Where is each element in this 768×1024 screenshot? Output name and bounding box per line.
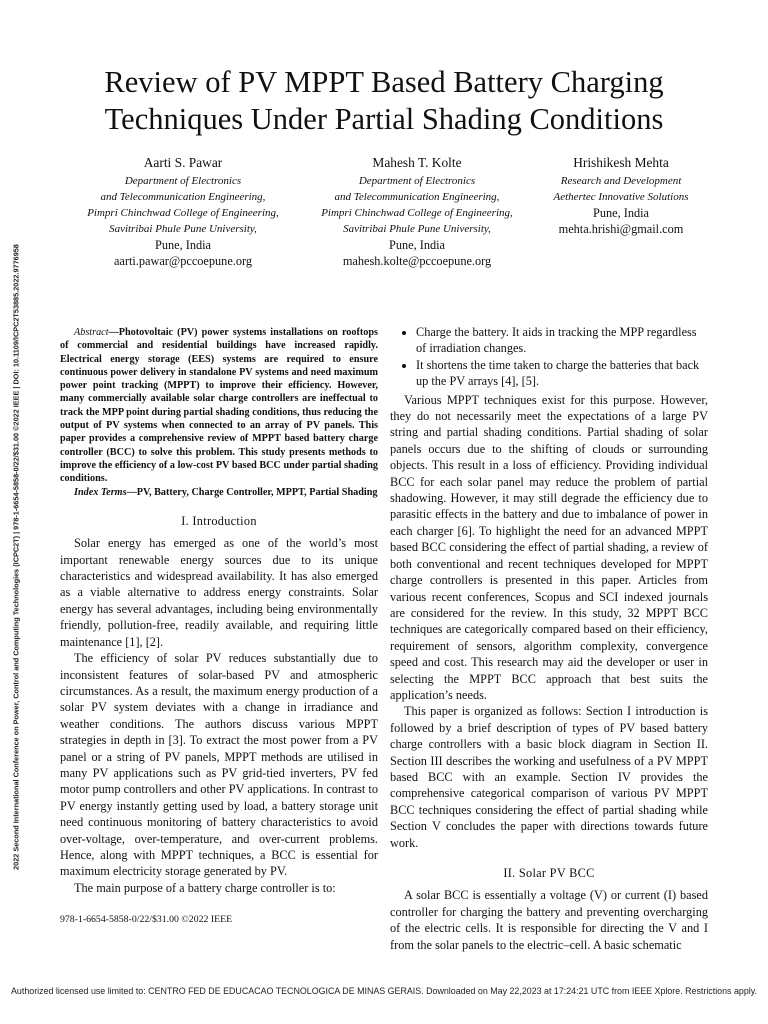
author-name: Hrishikesh Mehta — [573, 155, 669, 170]
author-affiliation: Department of Electronics — [124, 175, 242, 187]
conference-sidebar — [5, 168, 27, 946]
author-block-2 — [294, 154, 540, 269]
abstract-label: Abstract — [74, 327, 109, 338]
title-line-2: Techniques Under Partial Shading Conditions — [104, 102, 664, 136]
author-location: Pune, India — [592, 206, 649, 220]
author-name: Aarti S. Pawar — [143, 155, 223, 170]
author-affiliation: Pimpri Chinchwad College of Engineering, — [87, 207, 279, 219]
author-location: Pune, India — [154, 238, 211, 252]
license-footer: Authorized licensed use limited to: CENTRO FED DE EDUCACAO TECNOLOGICA DE MINAS GERAIS. Downloaded on May 22,2023 at 17:24:21 UTC from IEEE Xplore. Restrictions apply. — [11, 986, 757, 996]
bullet-list — [390, 324, 708, 390]
paragraph: This paper is organized as follows: Section I introduction is followed by a brief description of types of PV based battery charge controllers with a basic block diagram in Section II. Section III describes the working and usefulness of a PV MPPT based BCC with an example. Section IV provides the comprehensive categorical comparison of various PV MPPT BCC techniques considering the effect of partial shading while Section V concludes the paper with directions towards future work. — [390, 704, 708, 850]
abstract — [60, 326, 378, 486]
paper-title — [60, 64, 708, 138]
author-affiliation: Department of Electronics — [358, 175, 476, 187]
right-column — [390, 324, 708, 953]
left-column — [60, 324, 378, 896]
author-location: Pune, India — [388, 238, 445, 252]
paragraph: The main purpose of a battery charge controller is to: — [74, 880, 336, 895]
author-affiliation: and Telecommunication Engineering, — [334, 191, 500, 203]
author-email: mahesh.kolte@pccoepune.org — [342, 254, 492, 268]
paragraph: Various MPPT techniques exist for this purpose. However, they do not necessarily meet the expectations of a large PV string and partial shading conditions. Partial shading of solar panels occurs due to the shifting of clouds or surrounding objects. This result in a loss of efficiency. Providing individual BCC for each solar panel may reduce the problem of partial shadowing. However, it may still degrade the efficiency due to parasitic effects in the battery and due to imbalance of power in each charger [6]. To highlight the need for an advanced MPPT based BCC considering the effect of partial shading, a review of both conventional and recent techniques developed for MPPT charge controllers is presented in this paper. Articles from various recent conferences, Scopus and SCI indexed journals are considered for the review. In this study, 32 MPPT BCC techniques are categorically compared based on their efficiency, requirement of sensors, algorithm complexity, convergence speed and cost. This research may aid the developer or user in selecting the MPPT BCC approach that best suits the application’s needs. — [390, 392, 708, 702]
author-affiliation: Aethertec Innovative Solutions — [553, 191, 689, 203]
paragraph: Solar energy has emerged as one of the world’s most important renewable energy sources due to its unique characteristics and widespread availability. It has also emerged as a viable alternative to address energy constraints. Solar energy has several advantages, including being environmentally friendly, pollution-free, readily available, and requiring little maintenance [1], [2]. — [60, 536, 378, 649]
conference-sidebar-text: 2022 Second International Conference on Power, Control and Computing Technologies (ICPC2T) | 978-1-6654-5858-0/22/$31.00 ©2022 IEEE | DOI: 10.1109/ICPC2T53885.2022.9776958 — [11, 244, 21, 870]
author-affiliation: Savitribai Phule Pune University, — [109, 223, 257, 235]
author-email: mehta.hrishi@gmail.com — [558, 222, 684, 236]
index-terms-text: —PV, Battery, Charge Controller, MPPT, Partial Shading — [126, 486, 378, 498]
index-terms — [60, 486, 378, 499]
author-email: aarti.pawar@pccoepune.org — [113, 254, 253, 268]
paragraph: A solar BCC is essentially a voltage (V) or current (I) based controller for charging the battery and preventing overcharging of the electric cells. It is responsible for directing the V and I from the solar panels to the electric–cell. A basic schematic — [390, 888, 708, 952]
author-block-1 — [62, 154, 304, 269]
title-line-1: Review of PV MPPT Based Battery Charging — [104, 65, 664, 99]
bullet-item: • Charge the battery. It aids in tracking the MPP regardless of irradiation changes. — [416, 324, 708, 357]
abstract-text: —Photovoltaic (PV) power systems installations on rooftops of commercial and residential buildings have increased rapidly. Electrical energy storage (EES) systems are required to ensure continuous power delivery in standalone PV systems and need maximum power point tracking (MPPT) to improve their efficiency. However, many commercially available solar charge controllers are ineffectual to track the MPP point during partial shading conditions, thus reducing the output of PV systems when connected to an array of PV panels. This paper provides a comprehensive review of MPPT based battery charge controller (BCC) to solve this problem. This study presents methods to improve the efficiency of a low-cost PV based BCC under partial shading conditions. — [60, 327, 378, 485]
section-heading-introduction: I. Introduction — [181, 513, 257, 528]
author-affiliation: Pimpri Chinchwad College of Engineering, — [321, 207, 513, 219]
copyright-line: 978-1-6654-5858-0/22/$31.00 ©2022 IEEE — [60, 914, 233, 925]
paragraph: The efficiency of solar PV reduces substantially due to inconsistent features of solar-based PV and atmospheric circumstances. As a result, the maximum energy production of a solar PV system deviates with a change in irradiance and weather conditions. The authors discuss various MPPT strategies in depth in [3]. To extract the most power from a PV panel or a string of PV panels, MPPT methods are utilised in many PV applications such as PV grid-tied inverters, PV fed motor pump controllers and other PV applications. In contrast to PV energy instantly getting used by load, a battery storage unit need continuous monitoring of battery characteristics to avoid over-voltage, over-temperature, and over-current problems. Hence, along with MPPT techniques, a BCC is essential for maximum electricity storage generated by PV. — [60, 651, 378, 879]
author-name: Mahesh T. Kolte — [372, 155, 462, 170]
index-terms-label: Index Terms — [74, 486, 127, 498]
bullet-item: • It shortens the time taken to charge the batteries that back up the PV arrays [4], [5]. — [416, 357, 708, 390]
author-affiliation: Research and Development — [560, 175, 682, 187]
author-affiliation: Savitribai Phule Pune University, — [343, 223, 491, 235]
section-heading-solar-pv-bcc: II. Solar PV BCC — [503, 866, 595, 880]
author-block-3 — [526, 154, 716, 237]
author-affiliation: and Telecommunication Engineering, — [100, 191, 266, 203]
